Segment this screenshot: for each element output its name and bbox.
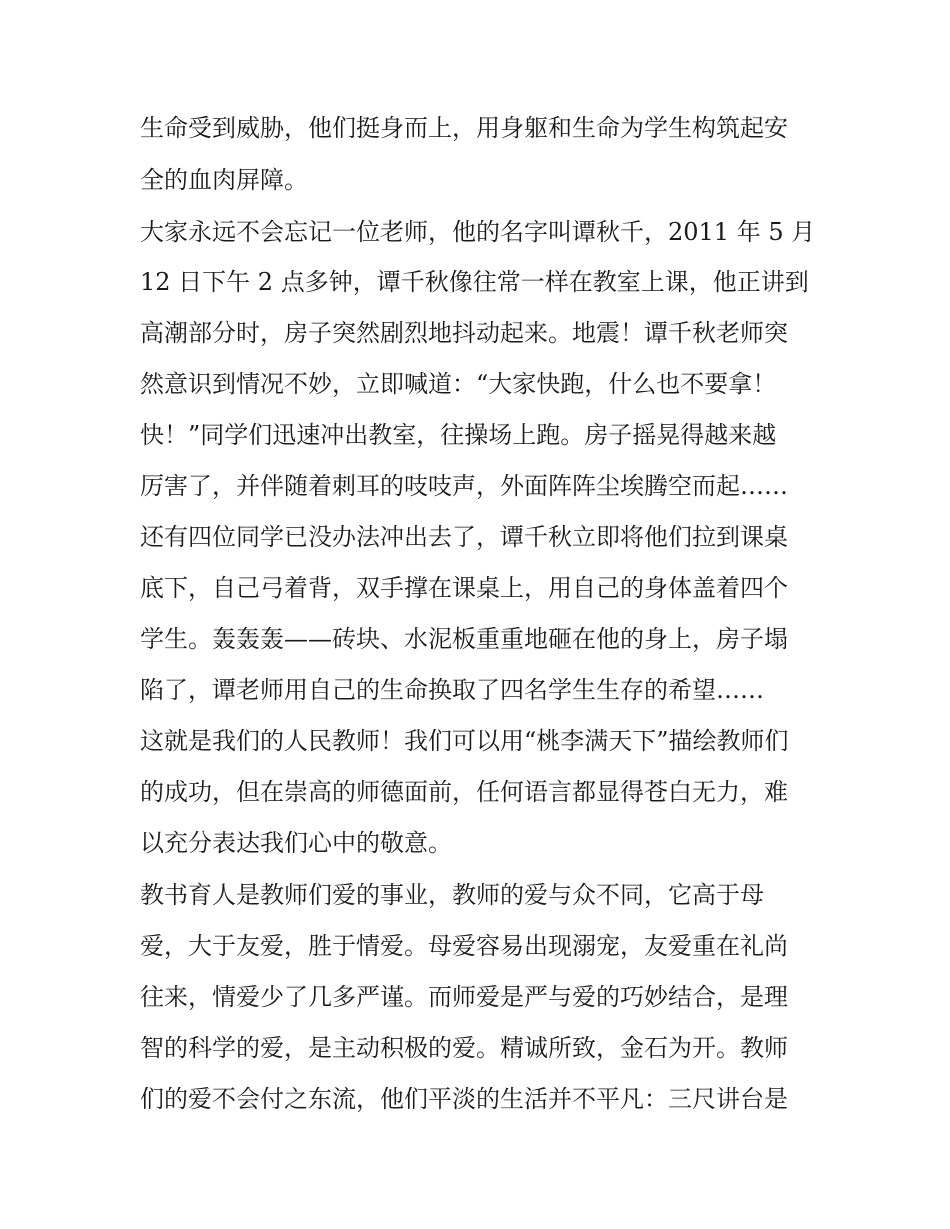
text-line: 快！”同学们迅速冲出教室，往操场上跑。房子摇晃得越来越 bbox=[140, 421, 777, 449]
text-line: 12 日下午 2 点多钟，谭千秋像往常一样在教室上课，他正讲到 bbox=[140, 268, 809, 296]
text-line: 这就是我们的人民教师！我们可以用“桃李满天下”描绘教师们 bbox=[140, 727, 789, 755]
text-line: 学生。轰轰轰——砖块、水泥板重重地砸在他的身上，房子塌 bbox=[140, 625, 788, 653]
text-line: 的成功，但在崇高的师德面前，任何语言都显得苍白无力，难 bbox=[140, 778, 788, 806]
text-line: 还有四位同学已没办法冲出去了，谭千秋立即将他们拉到课桌 bbox=[140, 523, 788, 551]
text-line: 以充分表达我们心中的敬意。 bbox=[140, 829, 452, 857]
text-line: 全的血肉屏障。 bbox=[140, 166, 308, 194]
text-line: 底下，自己弓着背，双手撑在课桌上，用自己的身体盖着四个 bbox=[140, 574, 788, 602]
text-line: 陷了，谭老师用自己的生命换取了四名学生生存的希望…… bbox=[140, 676, 764, 704]
text-line: 然意识到情况不妙，立即喊道：“大家快跑，什么也不要拿！ bbox=[140, 370, 777, 398]
text-line: 爱，大于友爱，胜于情爱。母爱容易出现溺宠，友爱重在礼尚 bbox=[140, 932, 788, 960]
text-line: 厉害了，并伴随着刺耳的吱吱声，外面阵阵尘埃腾空而起…… bbox=[140, 472, 788, 500]
text-line: 往来，情爱少了几多严谨。而师爱是严与爱的巧妙结合，是理 bbox=[140, 983, 788, 1011]
text-line: 大家永远不会忘记一位老师，他的名字叫谭秋千，2011 年 5 月 bbox=[140, 218, 816, 246]
text-line: 生命受到威胁，他们挺身而上，用身躯和生命为学生构筑起安 bbox=[140, 114, 788, 142]
text-line: 教书育人是教师们爱的事业，教师的爱与众不同，它高于母 bbox=[140, 881, 764, 909]
text-line: 高潮部分时，房子突然剧烈地抖动起来。地震！谭千秋老师突 bbox=[140, 319, 788, 347]
text-line: 智的科学的爱，是主动积极的爱。精诚所致，金石为开。教师 bbox=[140, 1034, 788, 1062]
text-line: 们的爱不会付之东流，他们平淡的生活并不平凡：三尺讲台是 bbox=[140, 1085, 788, 1113]
